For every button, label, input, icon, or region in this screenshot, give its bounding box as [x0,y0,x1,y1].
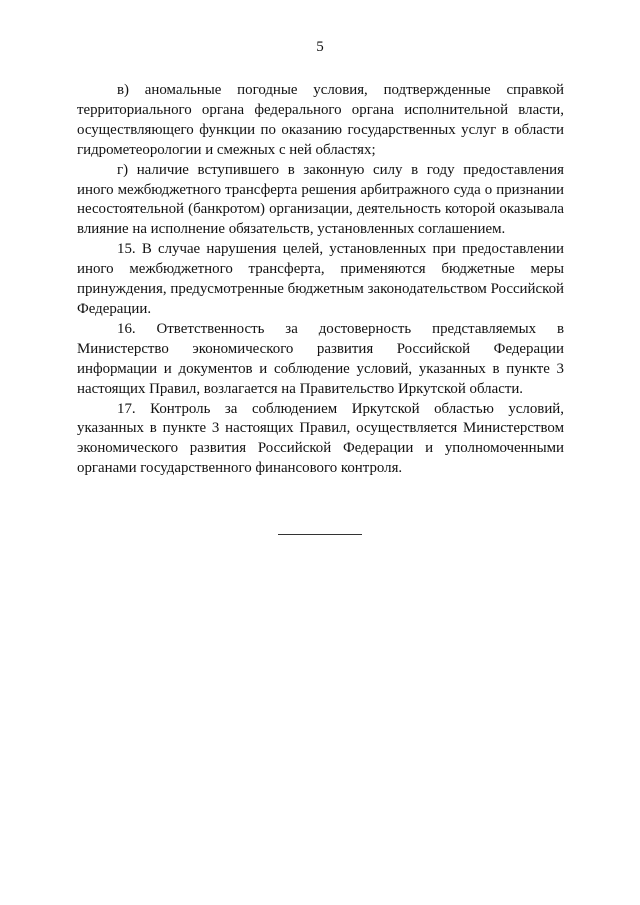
paragraph-17: 17. Контроль за соблюдением Иркутской областью условий, указанных в пункте 3 настоящих Правил, осуществляется Министерством экономического развития Российской Федерации и уполномоченными органами государственного финансового контроля. [77,400,564,477]
paragraph-15: 15. В случае нарушения целей, установленных при предоставлении иного межбюджетного трансферта, применяются бюджетные меры принуждения, предусмотренные бюджетным законодательством Российской Федерации. [77,241,564,317]
page-number: 5 [316,39,324,55]
end-of-document-rule [278,534,362,535]
paragraph-16: 16. Ответственность за достоверность представляемых в Министерство экономического развития Российской Федерации информации и документов и соблюдение условий, указанных в пункте 3 настоящих Правил, возлагается на Правительство Иркутской области. [77,320,564,397]
paragraph-item-v: в) аномальные погодные условия, подтвержденные справкой территориального органа федерального органа исполнительной власти, осуществляющего функции по оказанию государственных услуг в области гидрометеорологии и смежных с ней областях; [77,82,564,158]
document-body [77,81,564,479]
paragraph-item-g: г) наличие вступившего в законную силу в году предоставления иного межбюджетного трансферта решения арбитражного суда о признании несостоятельной (банкротом) организации, деятельность которой оказывала влияние на исполнение обязательств, установленных соглашением. [77,161,564,238]
